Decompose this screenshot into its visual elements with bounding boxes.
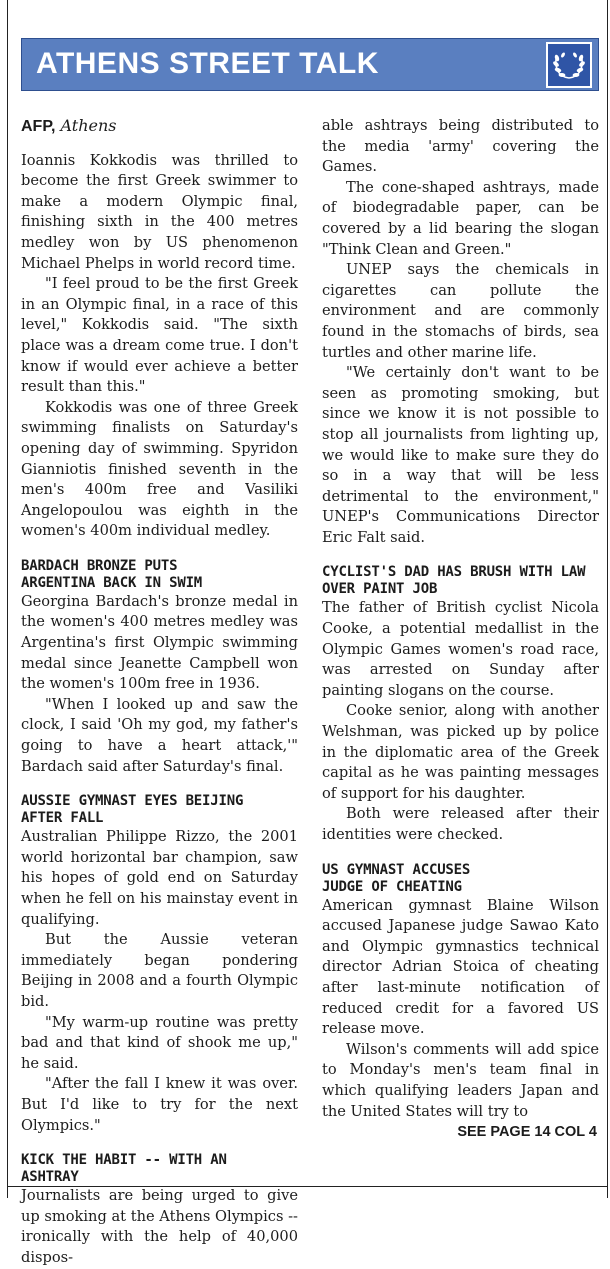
paragraph: The cone-shaped ashtrays, made of biodegradable paper, can be covered by a lid bearing the slogan "Think Clean and Green." (322, 178, 599, 258)
section-banner (21, 38, 599, 91)
paragraph: Cooke senior, along with another Welshman, was picked up by police in the diplomatic area of the Greek capital as he was painting messages of support for his daughter. (322, 702, 599, 802)
column-rule-right (607, 0, 608, 1198)
paragraph: Both were released after their identities were checked. (322, 805, 599, 843)
paragraph: Australian Philippe Rizzo, the 2001 world horizontal bar champion, saw his hopes of gold end on Saturday when he fell on his mainstay event in qualifying. (21, 828, 298, 928)
paragraph: UNEP says the chemicals in cigarettes can pollute the environment and are commonly found in the stomachs of birds, sea turtles and other marine life. (322, 261, 599, 361)
headline-line: KICK THE HABIT -- WITH AN (21, 1152, 227, 1169)
headline-line: OVER PAINT JOB (322, 581, 438, 598)
paragraph: Wilson's comments will add spice to Monday's men's team final in which qualifying leaders Japan and the United States will try to (322, 1040, 599, 1120)
paragraph: "After the fall I knew it was over. But I'd like to try for the next Olympics." (21, 1075, 298, 1134)
headline-line: AUSSIE GYMNAST EYES BEIJING (21, 793, 244, 810)
paragraph: The father of British cyclist Nicola Cooke, a potential medallist in the Olympic Games women's road race, was arrested on Sunday after painting slogans on the course. (322, 599, 599, 699)
headline-line: ASHTRAY (21, 1169, 79, 1186)
paragraph: "I feel proud to be the first Greek in an Olympic final, in a race of this level," Kokkodis said. "The sixth place was a dream come true. I don't know if would ever achieve a better result than this." (21, 275, 298, 396)
headline-bardach (21, 558, 298, 592)
headline-kick-the-habit (21, 1152, 298, 1186)
paragraph: Ioannis Kokkodis was thrilled to become the first Greek swimmer to make a modern Olympic final, finishing sixth in the 400 metres medley won by US phenomenon Michael Phelps in world record time. (21, 151, 298, 272)
article-column-left (21, 116, 298, 1269)
paragraph: "When I looked up and saw the clock, I said 'Oh my god, my father's going to have a heart attack,'" Bardach said after Saturday's final. (21, 695, 298, 775)
paragraph: Georgina Bardach's bronze medal in the women's 400 metres medley was Argentina's first Olympic swimming medal since Jeanette Campbell won the women's 100m free in 1936. (21, 592, 298, 693)
paragraph: "My warm-up routine was pretty bad and that kind of shook me up," he said. (21, 1013, 298, 1072)
paragraph: American gymnast Blaine Wilson accused Japanese judge Sawao Kato and Olympic gymnastics technical director Adrian Stoica of cheating after last-minute notification of reduced credit for a favored US release move. (322, 896, 599, 1038)
headline-line: US GYMNAST ACCUSES (322, 861, 471, 878)
headline-line: ARGENTINA BACK IN SWIM (21, 574, 203, 591)
paragraph: But the Aussie veteran immediately began pondering Beijing in 2008 and a fourth Olympic bid. (21, 931, 298, 1010)
article-column-right (322, 116, 599, 1143)
headline-line: AFTER FALL (21, 810, 104, 827)
olive-wreath-icon (546, 42, 592, 88)
byline-place: Athens (60, 116, 117, 135)
headline-cyclists-dad (322, 564, 599, 598)
continuation-jump: SEE PAGE 14 COL 4 (457, 1124, 597, 1141)
paragraph: Kokkodis was one of three Greek swimming finalists on Saturday's opening day of swimming. Spyridon Gianniotis finished seventh in the men's 400m free and Vasiliki Angelopoulou was eighth in the women's 400m individual medley. (21, 398, 298, 540)
paragraph: Journalists are being urged to give up smoking at the Athens Olympics -- ironically with the help of 40,000 dispos- (21, 1187, 298, 1266)
paragraph: able ashtrays being distributed to the media 'army' covering the Games. (322, 117, 599, 176)
column-rule-left (7, 0, 8, 1198)
byline-agency: AFP, (21, 118, 56, 135)
headline-aussie-gymnast (21, 793, 298, 827)
headline-line: JUDGE OF CHEATING (322, 878, 462, 895)
headline-us-gymnast (322, 862, 599, 896)
byline (21, 116, 298, 138)
paragraph: "We certainly don't want to be seen as promoting smoking, but since we know it is not possible to stop all journalists from lighting up, we would like to make sure they do so in a way that will be less detrimental to the environment," UNEP's Communications Director Eric Falt said. (322, 364, 599, 546)
banner-title: ATHENS STREET TALK (36, 47, 379, 80)
headline-line: CYCLIST'S DAD HAS BRUSH WITH LAW (322, 564, 586, 581)
headline-line: BARDACH BRONZE PUTS (21, 557, 178, 574)
